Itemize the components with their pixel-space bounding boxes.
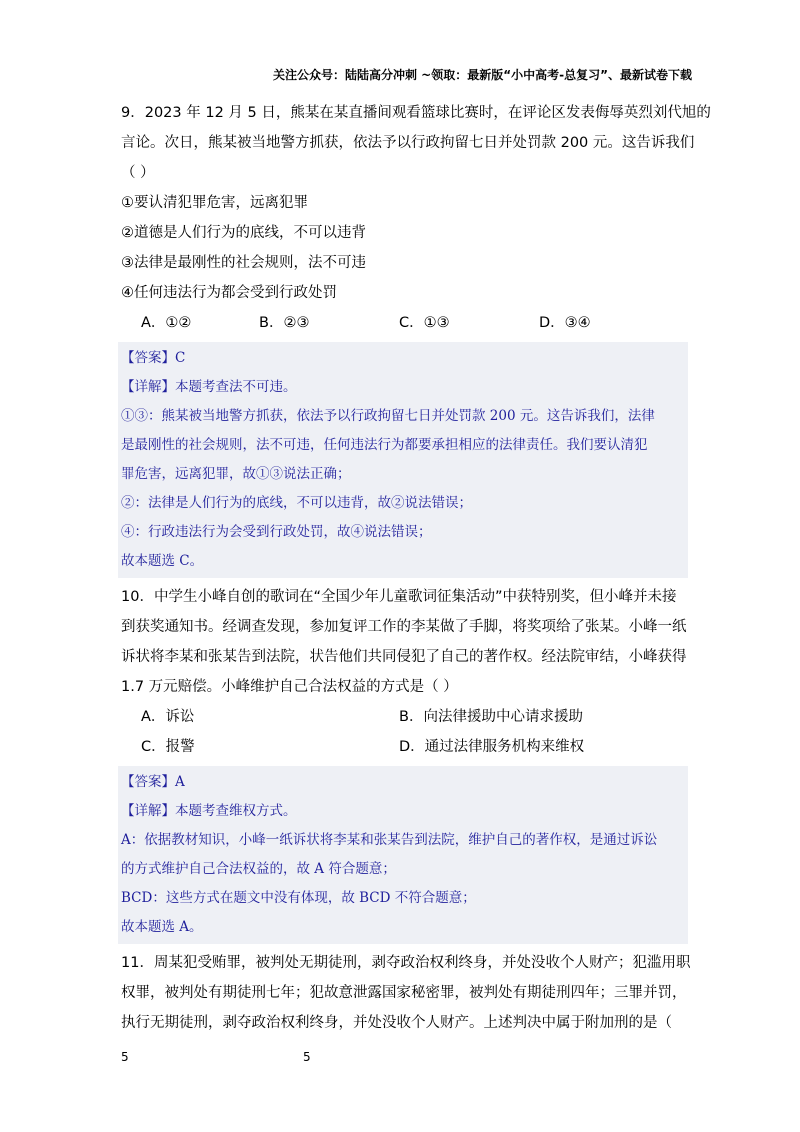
q10-option-a: A．诉讼 [141, 709, 195, 725]
q9-option-a: A．①② [141, 315, 192, 331]
q9-option-d: D．③④ [539, 315, 591, 331]
question-11 [121, 948, 691, 1038]
page-header: 关注公众号：陆陆高分冲刺 ~领取：最新版“小中高考-总复习”、最新试卷下载 [273, 68, 692, 82]
q10-option-d: D．通过法律服务机构来维权 [399, 739, 585, 755]
question-9 [121, 98, 711, 578]
q9-detail-line: 故本题选 C。 [121, 553, 204, 569]
q9-detail-line: ④：行政违法行为会受到行政处罚，故④说法错误； [121, 524, 432, 540]
page-number-left: 5 [121, 1050, 129, 1064]
q9-statement: ①要认清犯罪危害，远离犯罪 [121, 195, 308, 211]
q10-option-c: C．报警 [141, 739, 195, 755]
q10-stem-line: 到获奖通知书。经调查发现，参加复评工作的李某做了手脚，将奖项给了张某。小峰一纸 [121, 619, 687, 635]
q11-stem-line: 执行无期徒刑，剥夺政治权利终身，并处没收个人财产。上述判决中属于附加刑的是（ [121, 1015, 672, 1031]
q9-stem-line: 言论。次日，熊某被当地警方抓获，依法予以行政拘留七日并处罚款 200 元。这告诉我们 [121, 135, 695, 151]
q9-detail-line: ①③：熊某被当地警方抓获，依法予以行政拘留七日并处罚款 200 元。这告诉我们，法律 [121, 408, 655, 424]
q10-detail-line: BCD：这些方式在题文中没有体现，故 BCD 不符合题意； [121, 890, 476, 906]
q10-detail-line: 的方式维护自己合法权益的，故 A 符合题意； [121, 861, 396, 877]
q9-answer: 【答案】C [121, 350, 186, 366]
q10-option-b: B．向法律援助中心请求援助 [399, 709, 583, 725]
q11-stem-line: 权罪，被判处有期徒刑七年；犯故意泄露国家秘密罪，被判处有期徒刑四年；三罪并罚， [121, 985, 687, 1001]
q9-statement: ③法律是最刚性的社会规则，法不可违 [121, 255, 366, 271]
q9-detail-line: 【详解】本题考查法不可违。 [121, 379, 297, 395]
page-content [121, 98, 711, 1038]
question-10 [121, 582, 687, 944]
q9-option-b: B．②③ [259, 315, 310, 331]
q9-detail-line: ②：法律是人们行为的底线，不可以违背，故②说法错误； [121, 495, 472, 511]
q10-stem-line: 诉状将李某和张某告到法院，状告他们共同侵犯了自己的著作权。经法院审结，小峰获得 [121, 649, 687, 665]
q9-option-c: C．①③ [399, 315, 450, 331]
q10-options-row-2 [121, 732, 681, 762]
q9-stem-line: 9．2023 年 12 月 5 日，熊某在某直播间观看篮球比赛时，在评论区发表侮辱英烈刘代旭的 [121, 105, 711, 121]
q10-answer-box [118, 766, 688, 944]
q9-options [121, 308, 681, 338]
q10-stem-line: 1.7 万元赔偿。小峰维护自己合法权益的方式是（ ） [121, 679, 458, 695]
q9-statement: ②道德是人们行为的底线，不可以违背 [121, 225, 366, 241]
page-number-right: 5 [303, 1050, 311, 1064]
q11-stem-line: 11．周某犯受贿罪，被判处无期徒刑，剥夺政治权利终身，并处没收个人财产；犯滥用职 [121, 955, 691, 971]
q10-detail-line: 故本题选 A。 [121, 919, 203, 935]
q9-detail-line: 罪危害，远离犯罪，故①③说法正确； [121, 466, 351, 482]
q10-answer: 【答案】A [121, 774, 185, 790]
q9-detail-line: 是最刚性的社会规则，法不可违，任何违法行为都要承担相应的法律责任。我们要认清犯 [121, 437, 648, 453]
q10-stem-line: 10．中学生小峰自创的歌词在“全国少年儿童歌词征集活动”中获特别奖，但小峰并未接 [121, 589, 677, 605]
q9-stem-line: （ ） [121, 165, 155, 181]
q9-answer-box [118, 342, 688, 578]
q10-detail-line: 【详解】本题考查维权方式。 [121, 803, 297, 819]
q9-statement: ④任何违法行为都会受到行政处罚 [121, 285, 337, 301]
q10-detail-line: A：依据教材知识，小峰一纸诉状将李某和张某告到法院，维护自己的著作权，是通过诉讼 [121, 832, 658, 848]
q10-options-row-1 [121, 702, 681, 732]
